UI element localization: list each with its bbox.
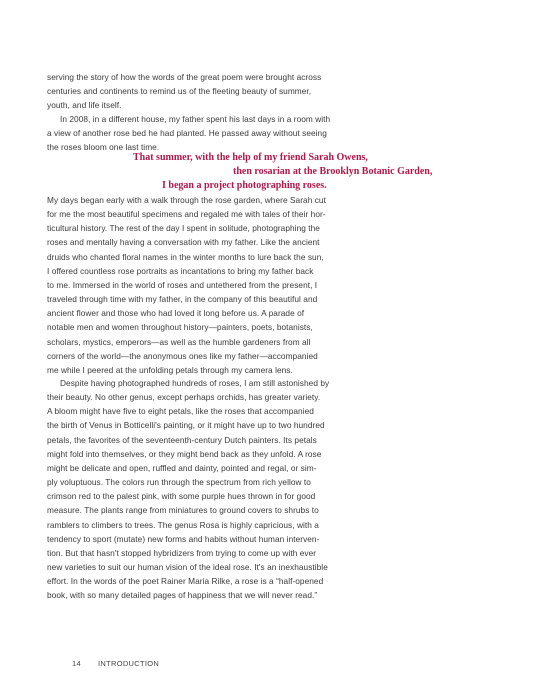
body-paragraph-3 bbox=[47, 193, 367, 377]
text-line: me while I peered at the unfolding petals through my camera lens. bbox=[47, 364, 293, 375]
body-paragraph-1 bbox=[47, 70, 367, 112]
text-line: ticultural history. The rest of the day I spent in solitude, photographing the bbox=[47, 223, 320, 234]
text-line: roses and mentally having a conversation with my father. Like the ancient bbox=[47, 237, 320, 248]
text-line: their beauty. No other genus, except perhaps orchids, has greater variety. bbox=[47, 392, 321, 403]
text-line: ply voluptuous. The colors run through the spectrum from rich yellow to bbox=[47, 477, 311, 488]
text-line: I offered countless rose portraits as incantations to bring my father back bbox=[47, 265, 314, 276]
text-line: to me. Immersed in the world of roses and untethered from the present, I bbox=[47, 279, 318, 290]
text-line: petals, the favorites of the seventeenth-century Dutch painters. Its petals bbox=[47, 434, 317, 445]
text-line: scholars, mystics, emperors—as well as the humble gardeners from all bbox=[47, 336, 311, 347]
section-title: INTRODUCTION bbox=[98, 659, 160, 668]
text-line: measure. The plants range from miniatures to ground covers to shrubs to bbox=[47, 505, 319, 516]
body-paragraph-2 bbox=[47, 112, 367, 154]
text-line: corners of the world—the anonymous ones like my father—accompanied bbox=[47, 350, 318, 361]
text-line: ancient flower and those who had loved it long before us. A parade of bbox=[47, 308, 305, 319]
text-line: might be delicate and open, ruffled and dainty, pointed and regal, or sim- bbox=[47, 462, 317, 473]
text-line: book, with so many detailed pages of happiness that we will never read.” bbox=[47, 590, 318, 601]
text-line: youth, and life itself. bbox=[47, 100, 122, 111]
text-line: the roses bloom one last time. bbox=[47, 142, 160, 153]
text-line: new varieties to suit our human vision of the ideal rose. It's an inexhaustible bbox=[47, 562, 328, 573]
text-line: tion. But that hasn't stopped hybridizers from trying to come up with ever bbox=[47, 547, 317, 558]
text-line: notable men and women throughout history—painters, poets, botanists, bbox=[47, 322, 313, 333]
text-line: crimson red to the palest pink, with some purple hues thrown in for good bbox=[47, 491, 316, 502]
pull-quote-line-1: That summer, with the help of my friend Sarah Owens, bbox=[133, 152, 368, 163]
text-line: serving the story of how the words of the great poem were brought across bbox=[47, 72, 322, 82]
text-line: a view of another rose bed he had planted. He passed away without seeing bbox=[47, 128, 327, 139]
text-line: In 2008, in a different house, my father spent his last days in a room with bbox=[60, 114, 331, 124]
text-line: for me the most beautiful specimens and regaled me with tales of their hor- bbox=[47, 209, 326, 220]
text-line: ramblers to climbers to trees. The genus Rosa is highly capricious, with a bbox=[47, 519, 319, 530]
text-line: effort. In the words of the poet Rainer Maria Rilke, a rose is a “half-opened bbox=[47, 576, 324, 587]
text-line: might fold into themselves, or they might bend back as they unfold. A rose bbox=[47, 448, 322, 459]
body-paragraph-4 bbox=[47, 376, 367, 603]
text-line: A bloom might have five to eight petals, like the roses that accompanied bbox=[47, 406, 314, 417]
pull-quote-line-2: then rosarian at the Brooklyn Botanic Garden, bbox=[233, 166, 433, 177]
pull-quote-line-3: I began a project photographing roses. bbox=[162, 180, 327, 191]
page-number: 14 bbox=[72, 659, 81, 668]
text-line: My days began early with a walk through the rose garden, where Sarah cut bbox=[47, 195, 326, 205]
text-line: traveled through time with my father, in the company of this beautiful and bbox=[47, 294, 318, 305]
text-line: the birth of Venus in Botticelli's painting, or it might have up to two hundred bbox=[47, 420, 325, 431]
text-line: centuries and continents to remind us of the fleeting beauty of summer, bbox=[47, 86, 312, 97]
text-line: tendency to sport (mutate) new forms and habits without human interven- bbox=[47, 533, 320, 544]
text-line: Despite having photographed hundreds of roses, I am still astonished by bbox=[60, 378, 330, 388]
text-line: druids who chanted floral names in the winter months to lure back the sun, bbox=[47, 251, 324, 262]
